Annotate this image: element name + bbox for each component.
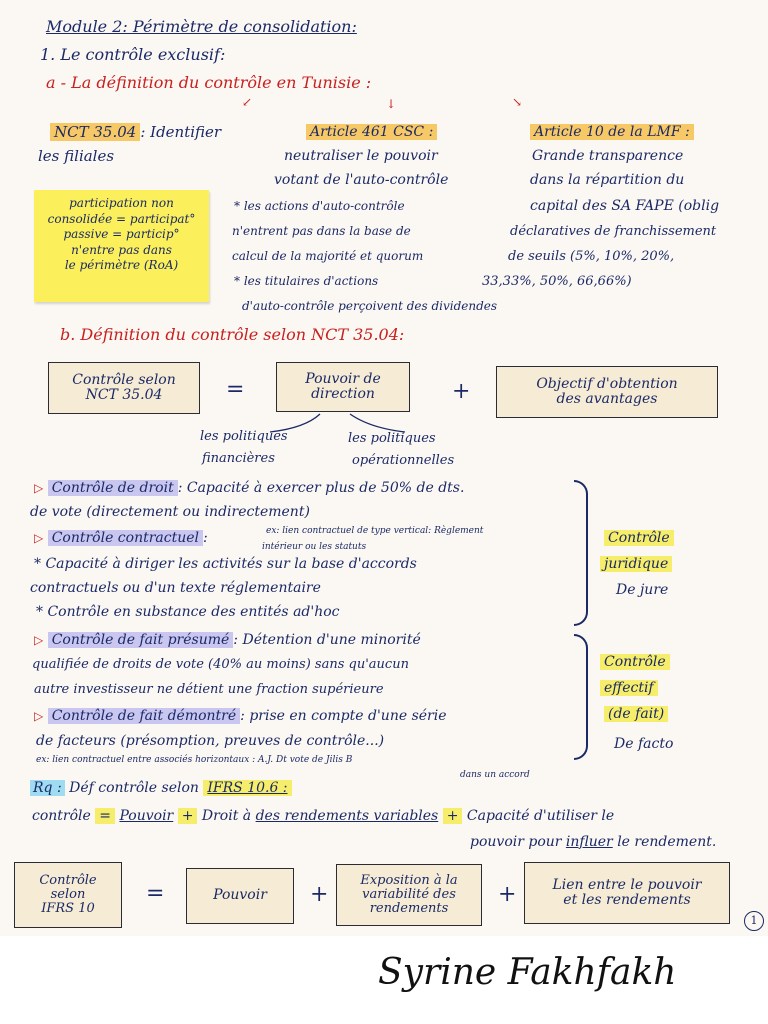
contractuel-substance: * Contrôle en substance des entités ad'hoc (36, 604, 340, 620)
col2-line1: neutraliser le pouvoir (284, 148, 438, 164)
eq1-left-box: Contrôle selon NCT 35.04 (48, 362, 200, 414)
col3-line1: Grande transparence (532, 148, 684, 164)
sticky-line: passive = particip° (63, 227, 180, 242)
sticky-line: n'entre pas dans (71, 242, 172, 257)
controle-droit-label: Contrôle de droit (48, 480, 178, 496)
nct-3504-label: NCT 35.04 (50, 123, 140, 141)
sticky-line: participation non (69, 196, 174, 210)
side-effectif: Contrôle (600, 654, 670, 670)
controle-presume-label: Contrôle de fait présumé (48, 632, 234, 648)
demontre-line2: de facteurs (présomption, preuves de contrôle...) (36, 733, 385, 749)
controle-presume-line: ▷ Contrôle de fait présumé : Détention d'une minorité (34, 632, 421, 648)
lmf-note: 33,33%, 50%, 66,66%) (482, 274, 632, 289)
eq2-pouvoir-box: Pouvoir (186, 868, 294, 924)
col1-heading: NCT 35.04 : Identifier (50, 124, 221, 141)
triangle-bullet-icon: ▷ (34, 709, 44, 723)
triangle-bullet-icon: ▷ (34, 481, 44, 495)
demontre-note2: dans un accord (460, 770, 530, 780)
autocontrol-note: calcul de la majorité et quorum (232, 249, 424, 263)
ifrs-label: IFRS 10.6 : (203, 780, 291, 796)
autocontrol-note: * les actions d'auto-contrôle (234, 199, 405, 213)
policy-financial: financières (202, 451, 275, 466)
module-title: Module 2: Périmètre de consolidation: (46, 17, 357, 36)
arrow-down-icon: ↓ (386, 97, 397, 111)
side-juridique: juridique (600, 556, 672, 572)
lmf-note: déclaratives de franchissement (510, 224, 717, 239)
col2-line2: votant de l'auto-contrôle (274, 172, 449, 188)
section-a-title: a - La définition du contrôle en Tunisie : (46, 73, 372, 92)
sticky-line: consolidée = participat° (47, 211, 196, 226)
signature: Syrine Fakhfakh (378, 952, 677, 993)
controle-contractuel-line: ▷ Contrôle contractuel : (34, 530, 208, 546)
controle-droit-line: ▷ Contrôle de droit : Capacité à exercer plus de 50% de dts. (34, 480, 465, 496)
col1-line2: les filiales (38, 147, 115, 165)
contractuel-capacity: contractuels ou d'un texte réglementaire (30, 580, 321, 596)
contractuel-capacity: * Capacité à diriger les activités sur la base d'accords (34, 556, 417, 572)
eq2-lien-box: Lien entre le pouvoir et les rendements (524, 862, 730, 924)
section-1-title: 1. Le contrôle exclusif: (40, 45, 226, 64)
presume-line3: autre investisseur ne détient une fraction supérieure (34, 682, 384, 697)
equals-sign: = (226, 377, 245, 402)
article-10-label: Article 10 de la LMF : (530, 124, 694, 140)
rq-line: Rq : Déf contrôle selon IFRS 10.6 : (30, 780, 292, 796)
rq-line3: pouvoir pour influer le rendement. (470, 834, 717, 850)
plus-sign: + (452, 379, 471, 404)
demontre-note: ex: lien contractuel entre associés horizontaux : A.J. Dt vote de Jilis B (36, 755, 353, 765)
triangle-bullet-icon: ▷ (34, 531, 44, 545)
autocontrol-note: * les titulaires d'actions (234, 274, 379, 288)
section-b-title: b. Définition du contrôle selon NCT 35.04: (60, 325, 405, 344)
eq1-right-box: Objectif d'obtention des avantages (496, 366, 718, 418)
sticky-line: le périmètre (RoA) (64, 258, 179, 273)
equals-sign: = (146, 881, 165, 906)
brace-juridique (574, 480, 588, 626)
eq2-exposition-box: Exposition à la variabilité des rendements (336, 864, 482, 926)
controle-contractuel-label: Contrôle contractuel (48, 530, 203, 546)
arrow-down-left-icon: ↙ (242, 95, 253, 109)
contractuel-note: ex: lien contractuel de type vertical: Règlement (266, 526, 484, 536)
page-number: 1 (744, 911, 764, 931)
policy-financial: les politiques (200, 429, 288, 444)
eq2-left-box: Contrôle selon IFRS 10 (14, 862, 122, 928)
side-effectif: effectif (600, 680, 658, 696)
rq-line2: contrôle = Pouvoir + Droit à des rendements variables + Capacité d'utiliser le (32, 808, 615, 824)
arrow-down-right-icon: ↘ (512, 95, 523, 109)
brace-effectif (574, 634, 588, 760)
col3-line2: dans la répartition du (530, 172, 685, 188)
controle-demontre-line: ▷ Contrôle de fait démontré : prise en compte d'une série (34, 708, 447, 724)
contractuel-note: intérieur ou les statuts (262, 542, 367, 552)
policy-operational: opérationnelles (352, 453, 455, 468)
controle-droit-line2: de vote (directement ou indirectement) (30, 504, 310, 520)
lmf-note: de seuils (5%, 10%, 20%, (508, 249, 675, 264)
side-juridique: Contrôle (604, 530, 674, 546)
plus-sign: + (310, 882, 329, 907)
side-de-facto: De facto (614, 736, 674, 752)
policy-operational: les politiques (348, 431, 436, 446)
eq1-mid-box: Pouvoir de direction (276, 362, 410, 412)
side-effectif: (de fait) (604, 706, 668, 722)
presume-line2: qualifiée de droits de vote (40% au moins) sans qu'aucun (32, 657, 409, 672)
autocontrol-note: n'entrent pas dans la base de (232, 224, 411, 238)
controle-demontre-label: Contrôle de fait démontré (48, 708, 240, 724)
rq-label: Rq : (30, 780, 65, 796)
plus-sign: + (498, 882, 517, 907)
autocontrol-note: d'auto-contrôle perçoivent des dividendes (242, 299, 498, 313)
col3-line3: capital des SA FAPE (oblig (530, 198, 720, 214)
side-de-jure: De jure (616, 582, 669, 598)
triangle-bullet-icon: ▷ (34, 633, 44, 647)
article-461-label: Article 461 CSC : (306, 124, 437, 140)
